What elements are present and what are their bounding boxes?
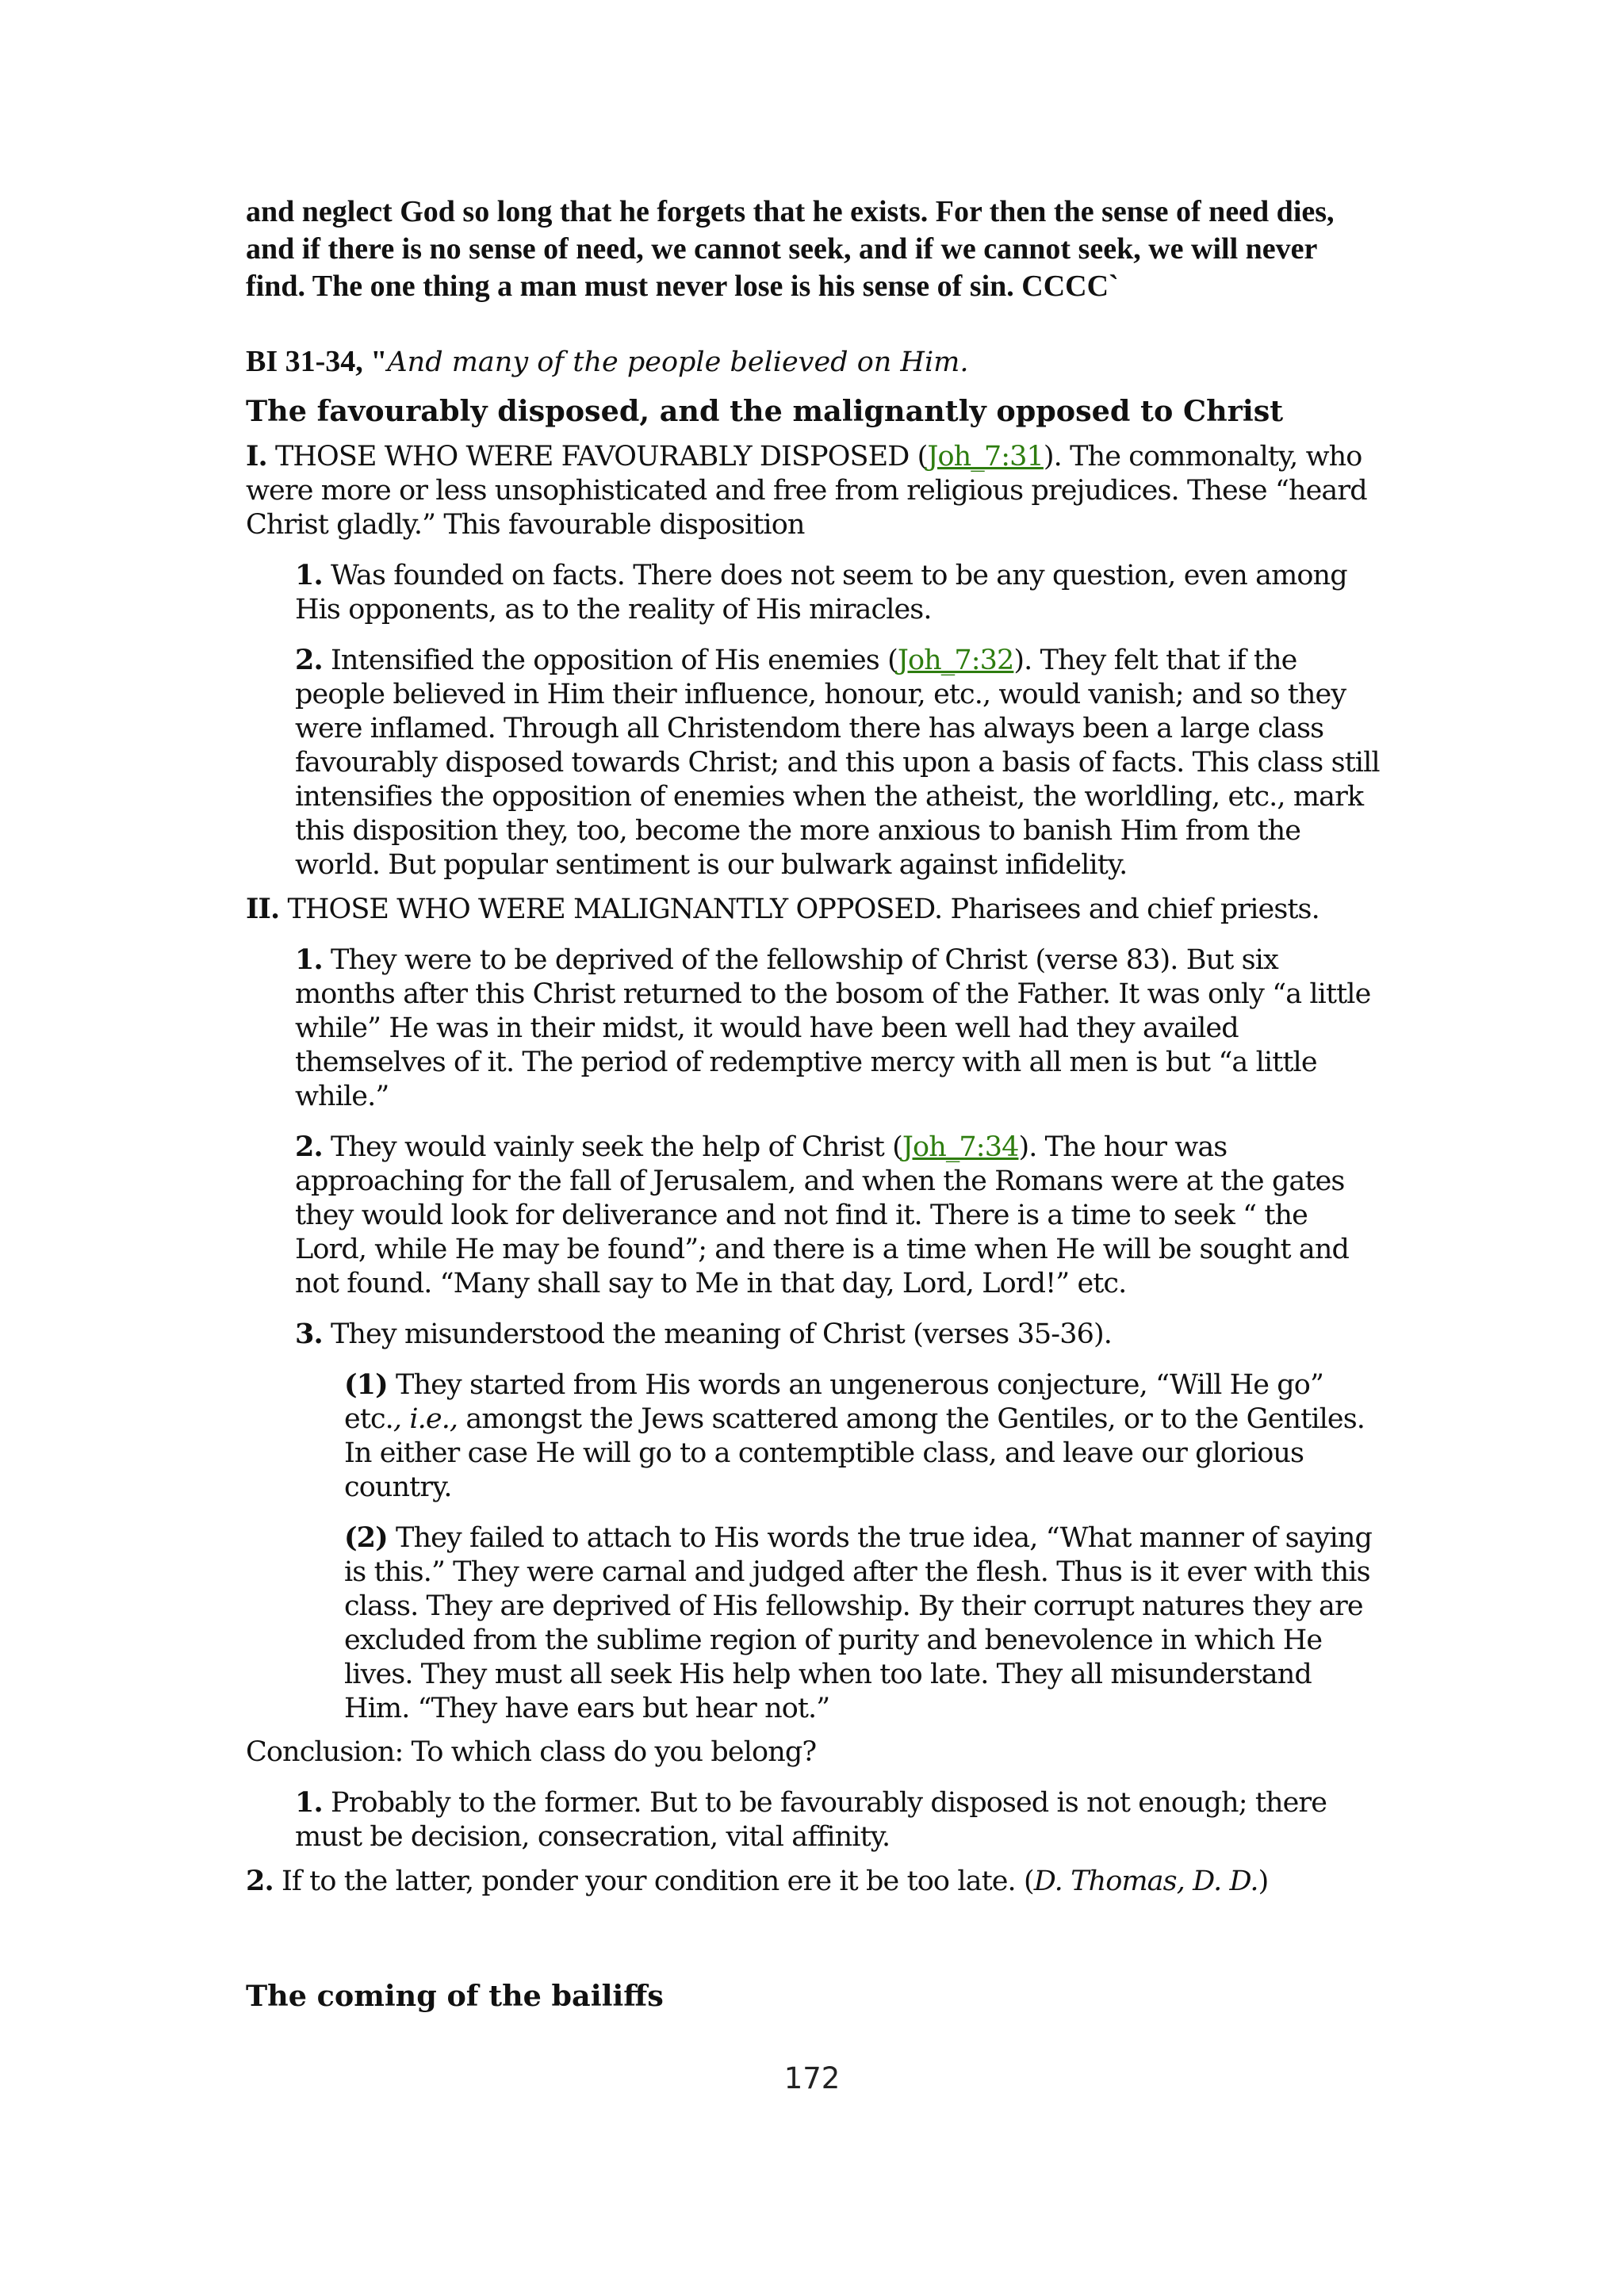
bi-verse: And many of the people believed on Him. [387, 346, 969, 378]
nested-point-number: (2) [344, 1521, 388, 1554]
page-number: 172 [783, 2061, 841, 2095]
scripture-link-joh-7-31[interactable]: Joh_7:31 [927, 441, 1044, 473]
intro-paragraph: and neglect God so long that he forgets that he exists. For then the sense of need dies, and if there is no sense of need, we cannot seek, and if we cannot seek, we will never find. The one thing a man must never lose is his sense of sin. CCCC` [246, 195, 1335, 303]
conclusion-point-2 [246, 1864, 1380, 1899]
bi-reference-line [246, 343, 1380, 381]
sub-point-paragraph [295, 1317, 1380, 1352]
nested-point-text: They started from His words an ungenerous conjecture, “Will He go” etc. [344, 1369, 1323, 1435]
nested-point-number: (1) [344, 1368, 388, 1401]
sub-point-text: Intensified the opposition of His enemies ( [322, 645, 898, 676]
sub-point-number: 2. [295, 644, 323, 676]
nested-point-text: amongst the Jews scattered among the Gentiles, or to the Gentiles. In either case He will go to a contemptible class, and leave our glorious country. [344, 1403, 1365, 1503]
sub-point-number: 2. [295, 1131, 323, 1163]
sub-point-text: They would vainly seek the help of Christ ( [322, 1131, 902, 1163]
point-text: If to the latter, ponder your condition ere it be too late. ( [273, 1866, 1034, 1897]
point-1-paragraph [246, 439, 1380, 542]
section-heading: The favourably disposed, and the malignantly opposed to Christ [246, 394, 1284, 428]
point-text: ) [1258, 1866, 1269, 1897]
nested-point-italic: , i.e., [393, 1403, 458, 1435]
sub-point-paragraph [295, 643, 1380, 882]
sub-point-paragraph [295, 1785, 1380, 1854]
point-number: II. [246, 893, 280, 925]
sub-point-number: 1. [295, 943, 323, 976]
nested-point-paragraph [344, 1368, 1380, 1505]
sub-point-paragraph [295, 943, 1380, 1114]
point-number: 2. [246, 1865, 274, 1897]
point-text: THOSE WHO WERE FAVOURABLY DISPOSED ( [266, 441, 928, 473]
author-citation: D. Thomas, D. D. [1033, 1866, 1258, 1897]
sub-point-paragraph [295, 1130, 1380, 1301]
sub-point-text: ). The hour was approaching for the fall of Jerusalem, and when the Romans were at the gates they would look for deliverance and not find it. There is a time to seek “ the Lord, while He may be found”; and there is a time when He will be sought and not found. “Many shall say to Me in that day, Lord, Lord!” etc. [295, 1131, 1349, 1299]
scripture-link-joh-7-32[interactable]: Joh_7:32 [897, 645, 1014, 676]
nested-point-text: They failed to attach to His words the true idea, “What manner of saying is this.” They were carnal and judged after the flesh. Thus is it ever with this class. They are deprived of His fellowship. By their corrupt natures they are excluded from the sublime region of purity and benevolence in which He lives. They must all seek His help when too late. They all misunderstand Him. “They have ears but hear not.” [344, 1522, 1372, 1724]
point-text: ). The commonalty, who were more or less unsophisticated and free from religious prejudices. These “heard Christ gladly.” This favourable disposition [246, 441, 1367, 541]
sub-point-number: 1. [295, 1786, 323, 1819]
next-section-heading: The coming of the bailiffs [246, 1979, 664, 2013]
page-content [246, 193, 1380, 2015]
point-2-paragraph [246, 892, 1380, 927]
sub-point-text: ). They felt that if the people believed in Him their influence, honour, etc., would vanish; and so they were inflamed. Through all Christendom there has always been a large class favourably disposed towards Christ; and this upon a basis of facts. This class still intensifies the opposition of enemies when the atheist, the worldling, etc., mark this disposition they, too, become the more anxious to banish Him from the world. But popular sentiment is our bulwark against infidelity. [295, 645, 1380, 881]
conclusion-paragraph: Conclusion: To which class do you belong? [246, 1736, 817, 1768]
sub-point-text: They were to be deprived of the fellowship of Christ (verse 83). But six months after this Christ returned to the bosom of the Father. It was only “a little while” He was in their midst, it would have been well had they availed themselves of it. The period of redemptive mercy with all men is but “a little while.” [295, 944, 1371, 1112]
nested-point-paragraph [344, 1521, 1380, 1726]
scripture-link-joh-7-34[interactable]: Joh_7:34 [902, 1131, 1019, 1163]
sub-point-text: Was founded on facts. There does not seem to be any question, even among His opponents, as to the reality of His miracles. [295, 560, 1347, 626]
sub-point-paragraph [295, 558, 1380, 627]
sub-point-number: 3. [295, 1318, 323, 1350]
bi-reference: BI 31-34, " [246, 345, 388, 378]
sub-point-text: They misunderstood the meaning of Christ (verses 35-36). [322, 1318, 1112, 1350]
point-number: I. [246, 440, 267, 473]
sub-point-text: Probably to the former. But to be favourably disposed is not enough; there must be decision, consecration, vital affinity. [295, 1787, 1327, 1853]
point-text: THOSE WHO WERE MALIGNANTLY OPPOSED. Pharisees and chief priests. [279, 894, 1320, 925]
sub-point-number: 1. [295, 559, 323, 591]
